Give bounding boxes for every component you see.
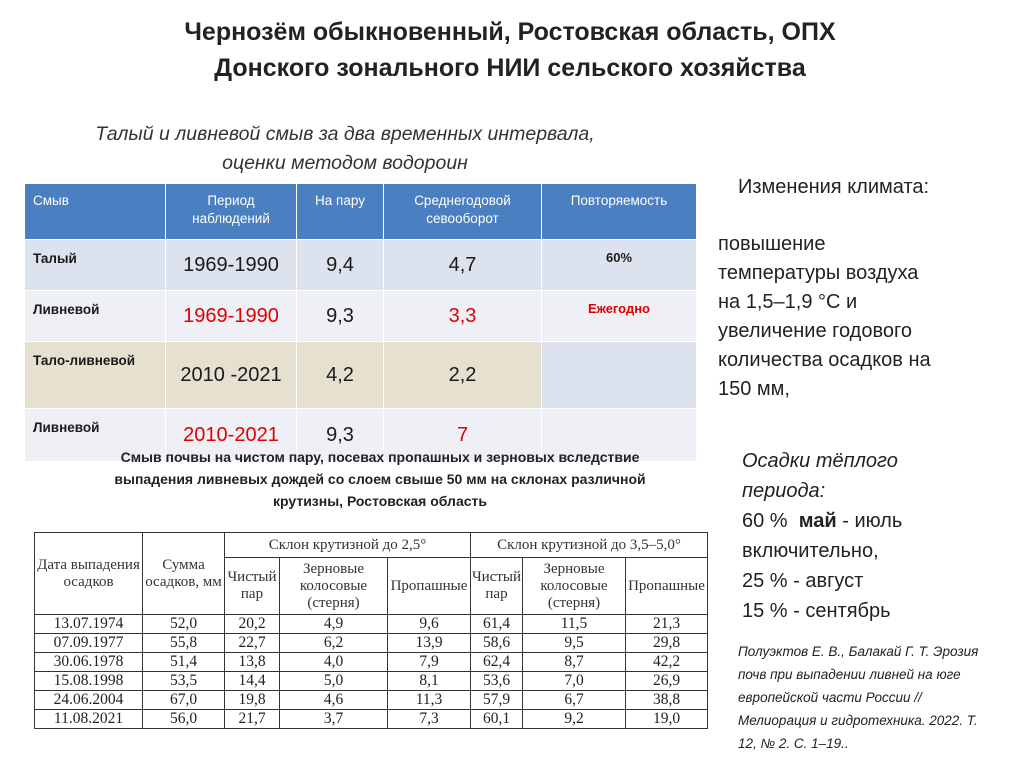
- climate-line: 150 мм,: [718, 378, 790, 400]
- table-row: [35, 672, 708, 691]
- table-row: [35, 653, 708, 672]
- table-cell: 30.06.1978: [35, 653, 143, 672]
- table2-body: [35, 615, 708, 729]
- row-label: Талый: [25, 240, 166, 291]
- table-cell: 52,0: [143, 615, 225, 634]
- header-date: Дата выпадения осадков: [35, 533, 143, 615]
- table-cell: 11.08.2021: [35, 710, 143, 729]
- header-row-crops-1: Пропашные: [388, 558, 471, 615]
- header-grain-1: Зерновые колосовые (стерня): [280, 558, 388, 615]
- table-cell: 7,3: [388, 710, 471, 729]
- row-repeat: [542, 342, 697, 409]
- table-cell: 13,9: [388, 634, 471, 653]
- table-cell: 11,3: [388, 691, 471, 710]
- table-cell: 19,8: [225, 691, 280, 710]
- precip-heading-2: периода:: [742, 480, 826, 502]
- header-period: Период наблюдений: [166, 184, 297, 240]
- caption-line-2: выпадения ливневых дождей со слоем свыше 50 мм на склонах различной: [114, 471, 646, 487]
- table-cell: 19,0: [626, 710, 708, 729]
- row-rotation: 3,3: [384, 291, 542, 342]
- table-cell: 55,8: [143, 634, 225, 653]
- header-grain-2: Зерновые колосовые (стерня): [523, 558, 626, 615]
- table-row: [35, 710, 708, 729]
- ref-line: Мелиорация и гидротехника. 2022. Т.: [738, 713, 978, 728]
- table-cell: 6,7: [523, 691, 626, 710]
- row-period: 2010 -2021: [166, 342, 297, 409]
- table-cell: 26,9: [626, 672, 708, 691]
- table-cell: 9,2: [523, 710, 626, 729]
- climate-line: повышение: [718, 233, 826, 255]
- row-label: Ливневой: [25, 291, 166, 342]
- header-fallow-1: Чистый пар: [225, 558, 280, 615]
- erosion-table: [24, 183, 697, 462]
- rainfall-erosion-table: [34, 532, 708, 729]
- table-cell: 15.08.1998: [35, 672, 143, 691]
- header-row-crops-2: Пропашные: [626, 558, 708, 615]
- table-cell: 42,2: [626, 653, 708, 672]
- climate-text: [718, 230, 931, 404]
- table-row: [35, 634, 708, 653]
- table-cell: 9,6: [388, 615, 471, 634]
- table-cell: 11,5: [523, 615, 626, 634]
- row-rotation: 7: [384, 409, 542, 462]
- header-sum: Сумма осадков, мм: [143, 533, 225, 615]
- table-cell: 8,1: [388, 672, 471, 691]
- row-period: 1969-1990: [166, 291, 297, 342]
- table-cell: 6,2: [280, 634, 388, 653]
- climate-line: на 1,5–1,9 °С и: [718, 291, 858, 313]
- row-label: Ливневой: [25, 409, 166, 462]
- precip-line: 25 % - август: [742, 570, 864, 592]
- row-fallow: 9,4: [297, 240, 384, 291]
- table-row: [25, 240, 697, 291]
- precip-line: 15 % - сентябрь: [742, 600, 891, 622]
- table-cell: 7,9: [388, 653, 471, 672]
- row-fallow: 4,2: [297, 342, 384, 409]
- table-cell: 29,8: [626, 634, 708, 653]
- table-cell: 4,9: [280, 615, 388, 634]
- precip-line: включительно,: [742, 540, 879, 562]
- table-cell: 7,0: [523, 672, 626, 691]
- header-repeat: Повторяемость: [542, 184, 697, 240]
- ref-line: 12, № 2. С. 1–19..: [738, 736, 849, 751]
- table-cell: 8,7: [523, 653, 626, 672]
- table-row: [25, 291, 697, 342]
- table-cell: 13.07.1974: [35, 615, 143, 634]
- table-cell: 53,5: [143, 672, 225, 691]
- row-period: 2010-2021: [166, 409, 297, 462]
- table-cell: 38,8: [626, 691, 708, 710]
- precip-pct: 60 %: [742, 510, 788, 532]
- row-period: 1969-1990: [166, 240, 297, 291]
- header-fallow-2: Чистый пар: [471, 558, 523, 615]
- table-cell: 53,6: [471, 672, 523, 691]
- row-rotation: 2,2: [384, 342, 542, 409]
- table-cell: 21,3: [626, 615, 708, 634]
- table-row: [35, 691, 708, 710]
- subtitle-line-1: Талый и ливневой смыв за два временных интервала,: [95, 123, 595, 145]
- title-line-1: Чернозём обыкновенный, Ростовская область, ОПХ: [184, 18, 836, 46]
- precip-may: май: [798, 510, 837, 532]
- table-cell: 24.06.2004: [35, 691, 143, 710]
- row-fallow: 9,3: [297, 409, 384, 462]
- row-repeat: Ежегодно: [542, 291, 697, 342]
- reference-citation: [738, 640, 978, 755]
- table-cell: 60,1: [471, 710, 523, 729]
- table-cell: 61,4: [471, 615, 523, 634]
- header-slope-group-2: Склон крутизной до 3,5–5,0°: [471, 533, 708, 558]
- climate-heading: Изменения климата:: [738, 176, 930, 198]
- table1-header-row: [25, 184, 697, 240]
- table-cell: 14,4: [225, 672, 280, 691]
- climate-line: увеличение годового: [718, 320, 912, 342]
- header-slope-group-1: Склон крутизной до 2,5°: [225, 533, 471, 558]
- row-repeat: 60%: [542, 240, 697, 291]
- table2-caption: [35, 446, 725, 512]
- table-cell: 56,0: [143, 710, 225, 729]
- title-line-2: Донского зонального НИИ сельского хозяйства: [214, 54, 806, 82]
- table-cell: 51,4: [143, 653, 225, 672]
- caption-line-3: крутизны, Ростовская область: [273, 493, 487, 509]
- header-fallow: На пару: [297, 184, 384, 240]
- row-label: Тало-ливневой: [25, 342, 166, 409]
- table-cell: 62,4: [471, 653, 523, 672]
- table-cell: 57,9: [471, 691, 523, 710]
- table-cell: 07.09.1977: [35, 634, 143, 653]
- precip-july: - июль: [842, 510, 903, 532]
- ref-line: почв при выпадении ливней на юге: [738, 667, 961, 682]
- precip-line-may: [742, 506, 902, 536]
- table-row: [25, 342, 697, 409]
- precip-heading-1: Осадки тёплого: [742, 450, 898, 472]
- row-rotation: 4,7: [384, 240, 542, 291]
- table-row: [35, 615, 708, 634]
- table-cell: 22,7: [225, 634, 280, 653]
- table1-subtitle: [0, 120, 690, 178]
- table-cell: 58,6: [471, 634, 523, 653]
- page-title: [40, 14, 980, 86]
- table-cell: 20,2: [225, 615, 280, 634]
- climate-line: температуры воздуха: [718, 262, 919, 284]
- table-cell: 21,7: [225, 710, 280, 729]
- ref-line: европейской части России //: [738, 690, 922, 705]
- ref-line: Полуэктов Е. В., Балакай Г. Т. Эрозия: [738, 644, 979, 659]
- row-fallow: 9,3: [297, 291, 384, 342]
- header-washout: Смыв: [25, 184, 166, 240]
- table-cell: 4,0: [280, 653, 388, 672]
- table2-header-row-1: [35, 533, 708, 558]
- table-cell: 13,8: [225, 653, 280, 672]
- table-cell: 9,5: [523, 634, 626, 653]
- header-rotation: Среднегодовой севооборот: [384, 184, 542, 240]
- table-cell: 3,7: [280, 710, 388, 729]
- warm-period-precipitation: [742, 446, 902, 626]
- caption-line-1: Смыв почвы на чистом пару, посевах пропашных и зерновых вследствие: [120, 449, 640, 465]
- climate-line: количества осадков на: [718, 349, 931, 371]
- table-cell: 5,0: [280, 672, 388, 691]
- table-cell: 67,0: [143, 691, 225, 710]
- subtitle-line-2: оценки методом водороин: [222, 152, 468, 174]
- table-cell: 4,6: [280, 691, 388, 710]
